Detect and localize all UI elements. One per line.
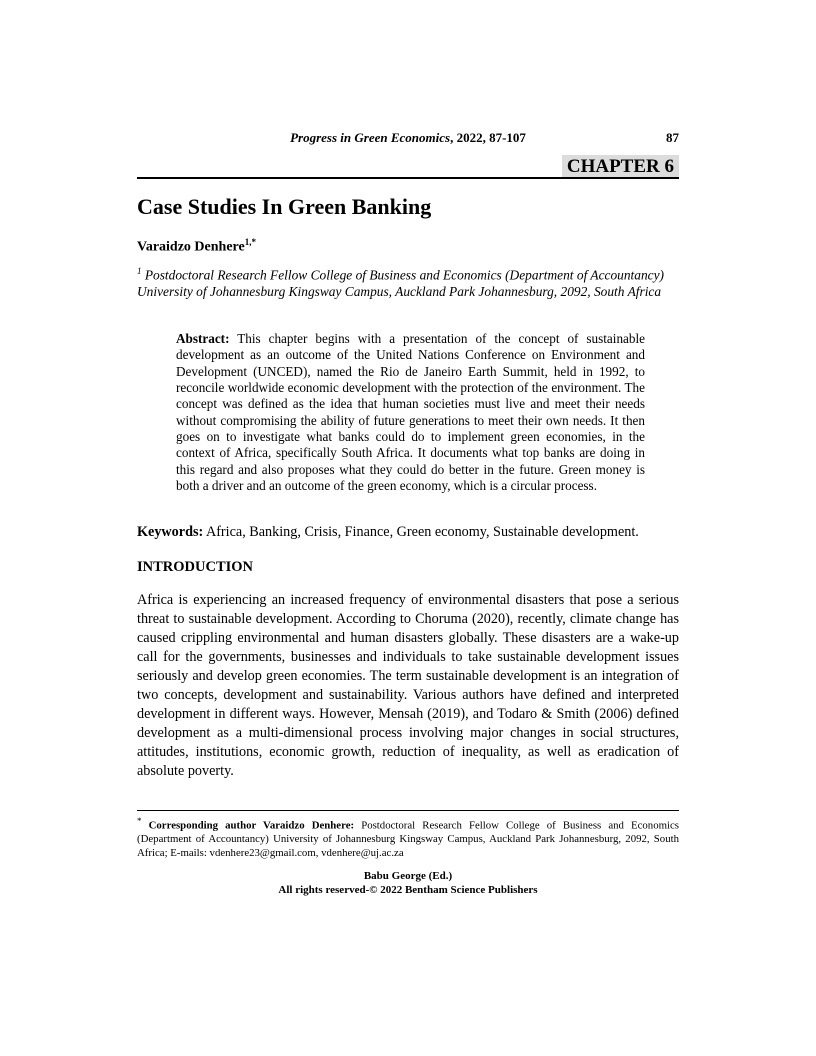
page-number: 87 bbox=[666, 130, 679, 145]
rights-line: All rights reserved-© 2022 Bentham Science Publishers bbox=[278, 884, 538, 897]
footnote-text: Postdoctoral Research Fellow College of Business and Economics (Department of Accountancy) University of Johannesburg Kingsway Campus, Auckland Park Johannesburg, 2092, South Africa; E-mails: vdenhere23@gmail.com, vdenhere@uj.ac.za bbox=[137, 819, 679, 859]
corresponding-author-footnote bbox=[137, 810, 679, 860]
article-title: Case Studies In Green Banking bbox=[137, 194, 432, 219]
keywords-label: Keywords: bbox=[137, 524, 204, 541]
keywords-block bbox=[137, 523, 679, 542]
abstract-block bbox=[176, 331, 645, 494]
editor-line: Babu George (Ed.) bbox=[363, 870, 453, 883]
chapter-label: CHAPTER 6 bbox=[562, 155, 679, 177]
journal-issue-pages: , 2022, 87-107 bbox=[450, 130, 526, 145]
running-head bbox=[137, 130, 679, 145]
affiliation-superscript: 1 bbox=[137, 265, 142, 276]
footnote-label: Corresponding author Varaidzo Denhere: bbox=[141, 819, 355, 832]
introduction-paragraph: Africa is experiencing an increased frequency of environmental disasters that pose a serious threat to sustainable development. According to Choruma (2020), recently, climate change has caused crippling environmental and human disasters globally. These disasters are a wake-up call for the governments, businesses and individuals to take sustainable development issues seriously and develop green economies. The term sustainable development is an integration of two concepts, development and sustainability. Various authors have defined and interpreted development in different ways. However, Mensah (2019), and Todaro & Smith (2006) defined development as a multi-dimensional process involving major changes in social structures, attitudes, institutions, economic growth, reduction of inequality, as well as eradication of absolute poverty. bbox=[137, 592, 679, 780]
chapter-banner bbox=[137, 155, 679, 179]
affiliation-text: Postdoctoral Research Fellow College of Business and Economics (Department of Accountancy) University of Johannesburg Kingsway Campus, Auckland Park Johannesburg, 2092, South Africa bbox=[137, 267, 665, 300]
keywords-text: Africa, Banking, Crisis, Finance, Green economy, Sustainable development. bbox=[203, 524, 639, 541]
journal-title: Progress in Green Economics bbox=[290, 130, 451, 145]
abstract-label: Abstract: bbox=[176, 331, 230, 347]
abstract-text: This chapter begins with a presentation of the concept of sustainable development as an outcome of the United Nations Conference on Environment and Development (UNCED), named the Rio de Janeiro Earth Summit, held in 1992, to reconcile worldwide economic development with the protection of the environment. The concept was defined as the idea that human societies must live and meet their needs without compromising the ability of future generations to meet their own needs. It then goes on to investigate what banks could do to implement green economies, in the context of Africa, specifically South Africa. It documents what top banks are doing in this regard and also proposes what they could do better in the future. Green money is both a driver and an outcome of the green economy, which is a circular process. bbox=[176, 331, 645, 493]
page-content bbox=[137, 130, 679, 897]
section-heading-introduction: INTRODUCTION bbox=[137, 559, 254, 576]
author-name: Varaidzo Denhere bbox=[137, 239, 245, 255]
author-line bbox=[137, 237, 679, 256]
affiliation-line bbox=[137, 263, 679, 300]
publisher-block bbox=[137, 869, 679, 897]
footnote-marker: * bbox=[137, 816, 142, 827]
author-superscript: 1,* bbox=[244, 237, 256, 247]
